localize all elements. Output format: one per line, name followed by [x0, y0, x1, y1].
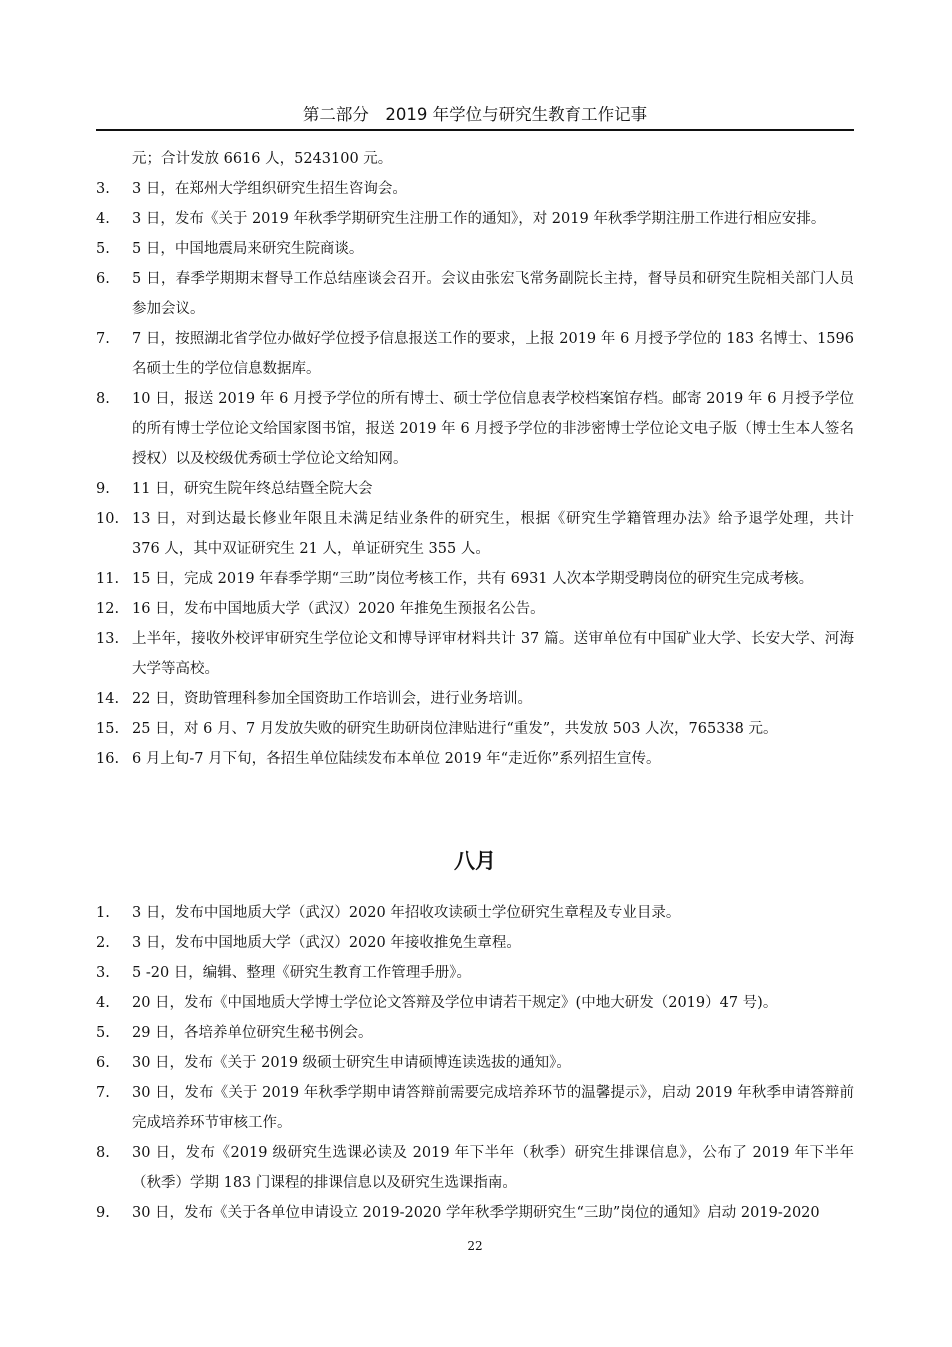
- july-list-item: [96, 624, 854, 684]
- item-number: 12.: [96, 601, 120, 617]
- august-list-item: [96, 928, 854, 958]
- july-item-list: [96, 174, 854, 774]
- item-number: 9.: [96, 1205, 110, 1221]
- item-text: 3 日，发布《关于 2019 年秋季学期研究生注册工作的通知》，对 2019 年秋季学期注册工作进行相应安排。: [132, 211, 826, 227]
- item-text: 20 日，发布《中国地质大学博士学位论文答辩及学位申请若干规定》(中地大研发（2019）47 号)。: [132, 995, 778, 1011]
- item-text: 10 日，报送 2019 年 6 月授予学位的所有博士、硕士学位信息表学校档案馆存档。邮寄 2019 年 6 月授予学位的所有博士学位论文给国家图书馆，报送 2019 年 6 月授予学位的非涉密博士学位论文电子版（博士生本人签名授权）以及校级优秀硕士学位论文给知网。: [132, 391, 854, 467]
- item-number: 15.: [96, 721, 120, 737]
- july-section: [96, 144, 854, 774]
- august-section: [96, 898, 854, 1228]
- item-text: 3 日，在郑州大学组织研究生招生咨询会。: [132, 181, 407, 197]
- page-number: 22: [467, 1239, 483, 1253]
- august-list-item: [96, 958, 854, 988]
- item-text: 7 日，按照湖北省学位办做好学位授予信息报送工作的要求，上报 2019 年 6 月授予学位的 183 名博士、1596 名硕士生的学位信息数据库。: [132, 331, 854, 377]
- continuation-line: 元；合计发放 6616 人，5243100 元。: [132, 151, 393, 167]
- july-list-item: [96, 234, 854, 264]
- item-number: 8.: [96, 1145, 110, 1161]
- item-number: 3.: [96, 181, 110, 197]
- item-text: 29 日，各培养单位研究生秘书例会。: [132, 1025, 373, 1041]
- item-number: 9.: [96, 481, 110, 497]
- july-list-item: [96, 714, 854, 744]
- item-number: 11.: [96, 571, 120, 587]
- item-number: 4.: [96, 211, 110, 227]
- item-text: 6 月上旬-7 月下旬，各招生单位陆续发布本单位 2019 年“走近你”系列招生宣传。: [132, 751, 661, 767]
- item-number: 5.: [96, 1025, 110, 1041]
- august-list-item: [96, 1018, 854, 1048]
- july-list-item: [96, 744, 854, 774]
- july-list-item: [96, 474, 854, 504]
- item-text: 25 日，对 6 月、7 月发放失败的研究生助研岗位津贴进行“重发”，共发放 503 人次，765338 元。: [132, 721, 778, 737]
- july-list-item: [96, 684, 854, 714]
- july-list-item: [96, 594, 854, 624]
- item-number: 4.: [96, 995, 110, 1011]
- item-number: 10.: [96, 511, 120, 527]
- august-list-item: [96, 1138, 854, 1198]
- item-text: 5 日，中国地震局来研究生院商谈。: [132, 241, 364, 257]
- item-text: 5 日，春季学期期末督导工作总结座谈会召开。会议由张宏飞常务副院长主持，督导员和研究生院相关部门人员参加会议。: [132, 271, 854, 317]
- july-list-item: [96, 174, 854, 204]
- august-list-item: [96, 1198, 854, 1228]
- item-number: 8.: [96, 391, 110, 407]
- item-number: 6.: [96, 1055, 110, 1071]
- item-text: 5 -20 日，编辑、整理《研究生教育工作管理手册》。: [132, 965, 472, 981]
- august-list-item: [96, 898, 854, 928]
- item-text: 13 日，对到达最长修业年限且未满足结业条件的研究生，根据《研究生学籍管理办法》给予退学处理，共计 376 人，其中双证研究生 21 人，单证研究生 355 人。: [132, 511, 854, 557]
- july-list-item: [96, 204, 854, 234]
- item-text: 11 日，研究生院年终总结暨全院大会: [132, 481, 373, 497]
- item-number: 7.: [96, 331, 110, 347]
- running-header: 第二部分 2019 年学位与研究生教育工作记事: [302, 105, 648, 124]
- item-number: 3.: [96, 965, 110, 981]
- item-text: 3 日，发布中国地质大学（武汉）2020 年招收攻读硕士学位研究生章程及专业目录。: [132, 905, 681, 921]
- august-item-list: [96, 898, 854, 1228]
- july-list-item: [96, 504, 854, 564]
- july-list-item: [96, 564, 854, 594]
- section-heading-august: 八月: [454, 849, 496, 873]
- item-text: 16 日，发布中国地质大学（武汉）2020 年推免生预报名公告。: [132, 601, 545, 617]
- item-number: 1.: [96, 905, 110, 921]
- august-list-item: [96, 1078, 854, 1138]
- item-text: 22 日，资助管理科参加全国资助工作培训会，进行业务培训。: [132, 691, 533, 707]
- august-list-item: [96, 988, 854, 1018]
- item-number: 5.: [96, 241, 110, 257]
- header-rule: [96, 129, 854, 131]
- item-number: 16.: [96, 751, 120, 767]
- july-list-item: [96, 264, 854, 324]
- item-number: 14.: [96, 691, 120, 707]
- item-text: 30 日，发布《关于 2019 级硕士研究生申请硕博连读选拔的通知》。: [132, 1055, 571, 1071]
- item-text: 30 日，发布《关于各单位申请设立 2019-2020 学年秋季学期研究生“三助”岗位的通知》启动 2019-2020: [132, 1205, 820, 1221]
- item-number: 2.: [96, 935, 110, 951]
- item-text: 上半年，接收外校评审研究生学位论文和博导评审材料共计 37 篇。送审单位有中国矿业大学、长安大学、河海大学等高校。: [132, 631, 854, 677]
- item-text: 3 日，发布中国地质大学（武汉）2020 年接收推免生章程。: [132, 935, 521, 951]
- item-text: 30 日，发布《2019 级研究生选课必读及 2019 年下半年（秋季）研究生排课信息》，公布了 2019 年下半年（秋季）学期 183 门课程的排课信息以及研究生选课指南。: [132, 1145, 854, 1191]
- july-list-item: [96, 384, 854, 474]
- item-number: 7.: [96, 1085, 110, 1101]
- august-list-item: [96, 1048, 854, 1078]
- item-text: 30 日，发布《关于 2019 年秋季学期申请答辩前需要完成培养环节的温馨提示》，启动 2019 年秋季申请答辩前完成培养环节审核工作。: [132, 1085, 854, 1131]
- july-list-item: [96, 324, 854, 384]
- item-number: 6.: [96, 271, 110, 287]
- item-number: 13.: [96, 631, 120, 647]
- item-text: 15 日，完成 2019 年春季学期“三助”岗位考核工作，共有 6931 人次本学期受聘岗位的研究生完成考核。: [132, 571, 814, 587]
